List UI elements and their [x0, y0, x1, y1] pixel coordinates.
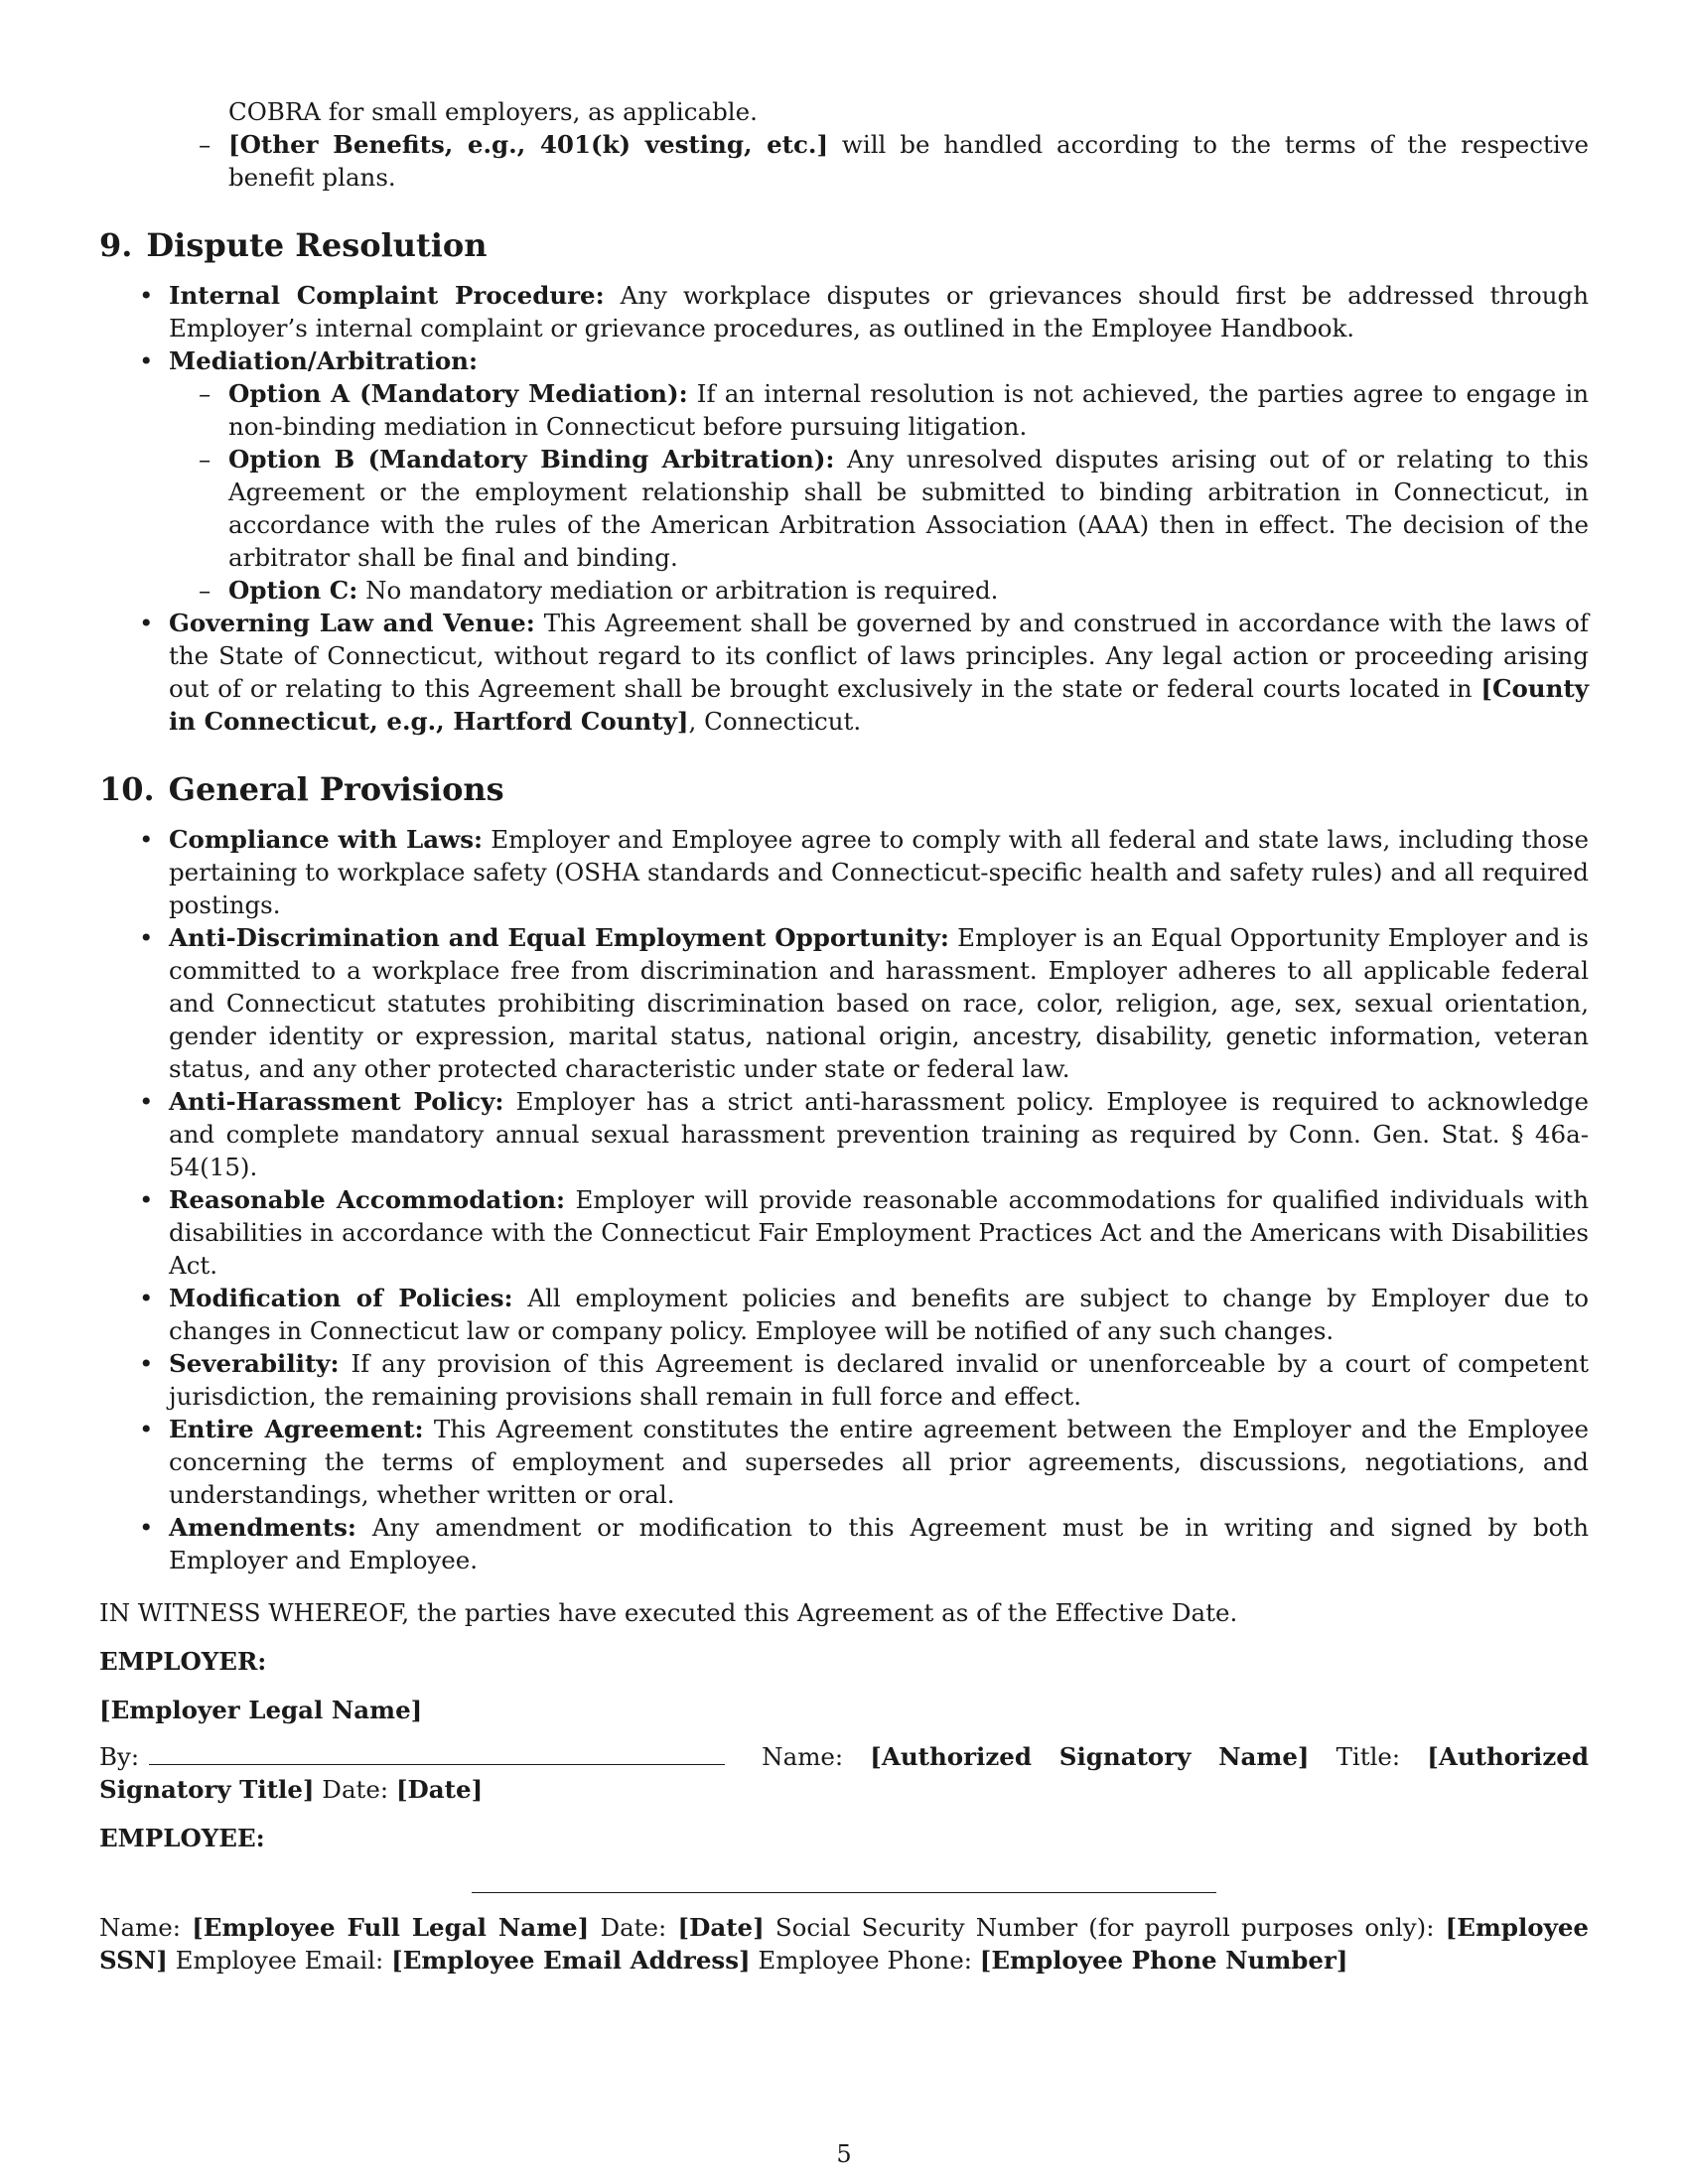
employee-info-block: [99, 1911, 1589, 1977]
bullet-marker: •: [139, 1087, 154, 1116]
employee-heading: EMPLOYEE:: [99, 1824, 265, 1852]
cobra-continuation: COBRA for small employers, as applicable.: [228, 97, 758, 126]
provision-item: [99, 1413, 1589, 1511]
phone-placeholder: [Employee Phone Number]: [979, 1946, 1348, 1975]
employee-date-label: Date:: [600, 1913, 667, 1942]
provision-text: All employment policies and benefits are subject to change by Employer due to changes in Connecticut law or company policy. Employee will be notified of any such changes.: [169, 1284, 1589, 1345]
employee-signature-line[interactable]: [472, 1892, 1216, 1893]
provision-label: Amendments:: [169, 1513, 356, 1542]
provision-text: Any amendment or modification to this Agreement must be in writing and signed by both Employer and Employee.: [169, 1513, 1589, 1574]
section-9-title: Dispute Resolution: [146, 226, 488, 264]
employer-legal-name: [99, 1694, 1589, 1726]
other-benefits-label: [Other Benefits, e.g., 401(k) vesting, etc.]: [228, 130, 829, 159]
provision-label: Anti-Harassment Policy:: [169, 1087, 504, 1116]
section-10-number: 10.: [99, 770, 155, 808]
signatory-title-placeholder: [Authorized Signatory Title]: [99, 1742, 1589, 1804]
governing-law-label: Governing Law and Venue:: [169, 609, 535, 637]
ssn-placeholder: [Employee SSN]: [99, 1913, 1590, 1975]
internal-complaint-label: Internal Complaint Procedure:: [169, 281, 605, 310]
provision-text: Employer will provide reasonable accommodations for qualified individuals with disabilities in accordance with the Connecticut Fair Employment Practices Act and the Americans with Disabilities Act.: [169, 1185, 1589, 1280]
section-9-number: 9.: [99, 226, 133, 264]
document-page: [99, 95, 1589, 1977]
provision-text: This Agreement constitutes the entire agreement between the Employer and the Employee concerning the terms of employment and supersedes all prior agreements, discussions, negotiations, and understandings, whether written or oral.: [169, 1415, 1590, 1509]
dash-marker: –: [199, 445, 211, 474]
date-label: Date:: [322, 1775, 389, 1804]
governing-law-end: , Connecticut.: [688, 707, 862, 736]
provision-item: [99, 823, 1589, 921]
dash-marker: –: [199, 130, 211, 159]
mediation-arbitration-item: [99, 344, 1589, 607]
page-number: 5: [836, 2140, 852, 2168]
provision-label: Reasonable Accommodation:: [169, 1185, 566, 1214]
dash-marker: –: [199, 379, 211, 408]
phone-label: Employee Phone:: [758, 1946, 972, 1975]
provision-item: [99, 1347, 1589, 1413]
other-benefits-text: will be handled according to the terms of the respective benefit plans.: [228, 130, 1589, 192]
mediation-arbitration-label: Mediation/Arbitration:: [169, 346, 479, 375]
bullet-marker: •: [139, 825, 154, 854]
employee-name-placeholder: [Employee Full Legal Name]: [192, 1913, 590, 1942]
date-placeholder: [Date]: [395, 1775, 484, 1804]
bullet-marker: •: [139, 609, 154, 637]
internal-complaint-text: Any workplace disputes or grievances should first be addressed through Employer’s internal complaint or grievance procedures, as outlined in the Employee Handbook.: [169, 281, 1589, 342]
signatory-name-placeholder: [Authorized Signatory Name]: [870, 1742, 1310, 1771]
bullet-marker: •: [139, 1349, 154, 1378]
dash-marker: –: [199, 576, 211, 605]
bullet-marker: •: [139, 1185, 154, 1214]
title-label: Title:: [1336, 1742, 1401, 1771]
section-9-heading: [99, 225, 1589, 265]
provision-text: Employer is an Equal Opportunity Employer and is committed to a workplace free from discrimination and harassment. Employer adheres to all applicable federal and Connecticut statutes prohibiting discrimination based on race, color, religion, age, sex, sexual orientation, gender identity or expression, marital status, national origin, ancestry, disability, genetic information, veteran status, and any other protected characteristic under state or federal law.: [169, 923, 1589, 1083]
provision-item: [99, 921, 1589, 1085]
employer-signature-block: [99, 1740, 1589, 1806]
witness-statement: IN WITNESS WHEREOF, the parties have executed this Agreement as of the Effective Date.: [99, 1598, 1238, 1627]
bullet-marker: •: [139, 281, 154, 310]
provision-text: Employer has a strict anti-harassment policy. Employee is required to acknowledge and complete mandatory annual sexual harassment prevention training as required by Conn. Gen. Stat. § 46a-54(15).: [169, 1087, 1589, 1181]
employee-date-placeholder: [Date]: [677, 1913, 765, 1942]
mediation-options-list: [169, 377, 1589, 607]
option-b-text: Any unresolved disputes arising out of or relating to this Agreement or the employment relationship shall be submitted to binding arbitration in Connecticut, in accordance with the rules of the American Arbitration Association (AAA) then in effect. The decision of the arbitrator shall be final and binding.: [228, 445, 1589, 572]
section-10-title: General Provisions: [168, 770, 504, 808]
employer-signature-line[interactable]: [149, 1740, 725, 1765]
internal-complaint-item: [99, 279, 1589, 344]
option-a-item: [169, 377, 1589, 443]
section-10-heading: [99, 769, 1589, 809]
provision-label: Entire Agreement:: [169, 1415, 424, 1443]
provision-item: [99, 1085, 1589, 1183]
option-a-text: If an internal resolution is not achieved, the parties agree to engage in non-binding mediation in Connecticut before pursuing litigation.: [228, 379, 1589, 441]
employee-name-label: Name:: [99, 1913, 182, 1942]
bullet-marker: •: [139, 1415, 154, 1443]
ssn-label: Social Security Number (for payroll purposes only):: [774, 1913, 1435, 1942]
provision-item: [99, 1511, 1589, 1576]
provision-text: Employer and Employee agree to comply with all federal and state laws, including those pertaining to workplace safety (OSHA standards and Connecticut-specific health and safety rules) and all required postings.: [169, 825, 1589, 919]
provision-item: [99, 1282, 1589, 1347]
bullet-marker: •: [139, 1284, 154, 1312]
option-c-item: [169, 574, 1589, 607]
by-label: By:: [99, 1742, 140, 1771]
section-10-list: [99, 823, 1589, 1576]
bullet-marker: •: [139, 923, 154, 952]
provision-item: [99, 1183, 1589, 1282]
section-9-list: [99, 279, 1589, 738]
provision-label: Severability:: [169, 1349, 340, 1378]
governing-law-item: [99, 607, 1589, 738]
email-label: Employee Email:: [175, 1946, 384, 1975]
provision-label: Anti-Discrimination and Equal Employment Opportunity:: [169, 923, 949, 952]
email-placeholder: [Employee Email Address]: [391, 1946, 751, 1975]
option-a-label: Option A (Mandatory Mediation):: [228, 379, 688, 408]
provision-label: Modification of Policies:: [169, 1284, 513, 1312]
option-c-text: No mandatory mediation or arbitration is required.: [357, 576, 999, 605]
governing-law-text: This Agreement shall be governed by and construed in accordance with the laws of the State of Connecticut, without regard to its conflict of laws principles. Any legal action or proceeding arising out of or relating to this Agreement shall be brought exclusively in the state or federal courts located in: [169, 609, 1589, 703]
option-b-label: Option B (Mandatory Binding Arbitration):: [228, 445, 835, 474]
option-b-item: [169, 443, 1589, 574]
bullet-marker: •: [139, 1513, 154, 1542]
bullet-marker: •: [139, 346, 154, 375]
option-c-label: Option C:: [228, 576, 358, 605]
provision-label: Compliance with Laws:: [169, 825, 484, 854]
name-label: Name:: [762, 1742, 844, 1771]
employer-heading: EMPLOYER:: [99, 1647, 267, 1676]
provision-text: If any provision of this Agreement is declared invalid or unenforceable by a court of competent jurisdiction, the remaining provisions shall remain in full force and effect.: [169, 1349, 1589, 1411]
county-placeholder: [County in Connecticut, e.g., Hartford County]: [169, 674, 1589, 736]
other-benefits-item: [99, 128, 1589, 194]
employer-name-placeholder: [Employer Legal Name]: [99, 1696, 423, 1724]
